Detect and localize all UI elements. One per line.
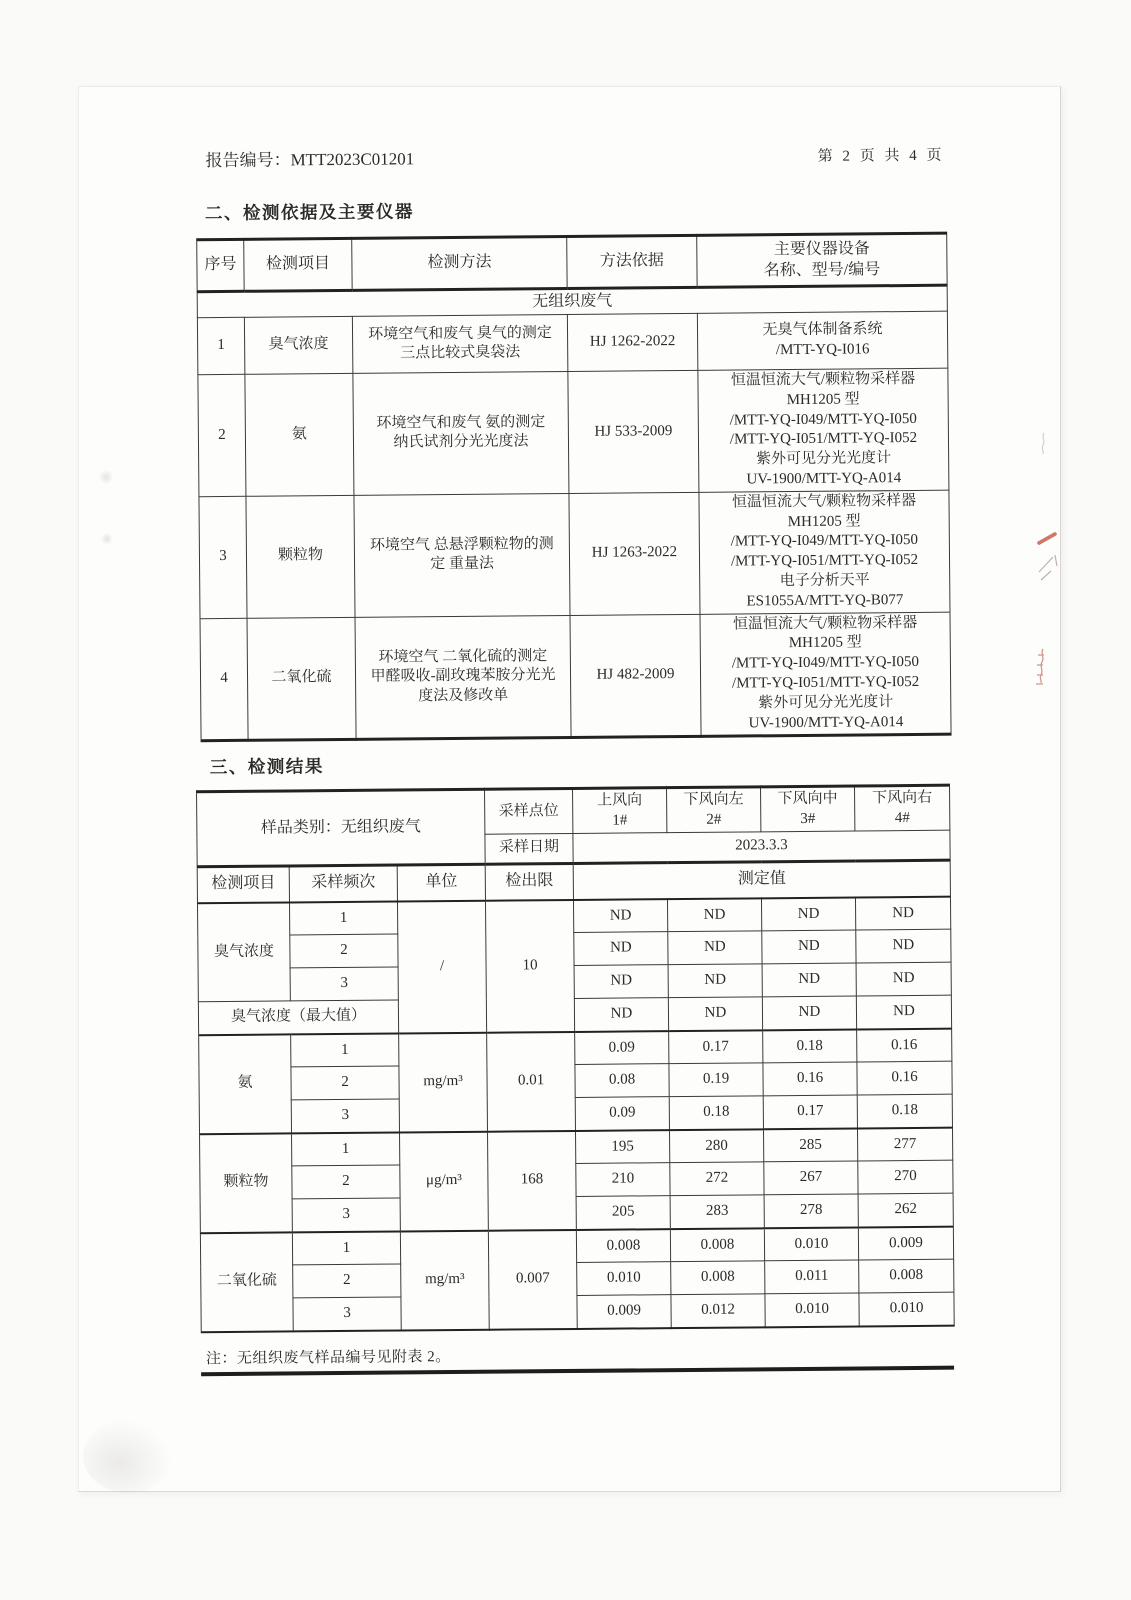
method-cell: 环境空气和废气 臭气的测定 三点比较式臭袋法 (352, 314, 567, 373)
value-cell: 0.009 (858, 1226, 953, 1260)
report-number-label: 报告编号： (205, 150, 291, 171)
value-cell: 0.18 (857, 1094, 952, 1128)
value-cell: ND (574, 932, 668, 966)
method-cell: 环境空气和废气 氨的测定 纳氏试剂分光光度法 (353, 371, 569, 495)
value-cell: 0.008 (671, 1261, 765, 1295)
value-cell: ND (762, 996, 856, 1030)
limit-cell: 10 (485, 899, 574, 1032)
unit-cell: μg/m³ (400, 1131, 489, 1231)
table-row (200, 612, 951, 741)
value-cell: 262 (858, 1193, 953, 1227)
value-cell: 0.008 (670, 1228, 764, 1262)
header-equipment: 主要仪器设备 名称、型号/编号 (697, 233, 947, 287)
frequency-cell: 2 (291, 1066, 399, 1100)
frequency-cell: 2 (293, 1264, 401, 1298)
value-cell: 0.17 (763, 1095, 857, 1129)
value-cell: 0.17 (669, 1030, 763, 1064)
value-cell: ND (762, 963, 856, 997)
limit-cell: 168 (488, 1130, 577, 1230)
header-item: 检测项目 (244, 238, 352, 291)
limit-cell: 0.007 (488, 1229, 577, 1329)
header-measured-value: 测定值 (573, 860, 950, 899)
sampling-points-row (197, 785, 950, 837)
value-cell: 0.010 (765, 1293, 859, 1327)
report-number (205, 144, 414, 171)
unit-cell: / (397, 900, 486, 1033)
value-cell: 0.010 (577, 1262, 671, 1296)
frequency-cell: 1 (289, 901, 397, 935)
header-item: 检测项目 (197, 866, 289, 903)
header-frequency: 采样频次 (289, 865, 397, 902)
table-row (201, 1292, 954, 1332)
sampling-point-cell: 上风向 1# (573, 788, 667, 834)
value-cell: 0.19 (669, 1063, 763, 1097)
item-cell: 二氧化硫 (247, 617, 356, 741)
basis-cell: HJ 482-2009 (570, 614, 701, 738)
frequency-cell: 3 (292, 1198, 400, 1232)
item-cell: 臭气浓度 (244, 316, 352, 374)
item-cell: 颗粒物 (200, 1133, 293, 1233)
value-cell: 0.16 (763, 1062, 857, 1096)
table-row (197, 311, 947, 375)
equipment-cell: 无臭气体制备系统 /MTT-YQ-I016 (697, 311, 947, 370)
value-cell: ND (856, 962, 951, 996)
sampling-date-label-cell: 采样日期 (485, 833, 573, 864)
value-cell: 0.16 (857, 1061, 952, 1095)
value-cell: 0.009 (577, 1295, 671, 1329)
unit-cell: mg/m³ (399, 1032, 488, 1132)
footnote: 注：无组织废气样品编号见附表 2。 (205, 1349, 451, 1368)
sampling-point-cell: 下风向右 4# (855, 785, 950, 831)
header-unit: 单位 (397, 864, 485, 901)
section-title-methods: 二、检测依据及主要仪器 (204, 201, 415, 224)
value-cell: 270 (858, 1160, 953, 1194)
value-cell: ND (668, 964, 762, 998)
value-cell: 280 (669, 1129, 763, 1163)
value-cell: ND (574, 965, 668, 999)
equipment-cell: 恒温恒流大气/颗粒物采样器 MH1205 型 /MTT-YQ-I049/MTT-YQ-I050 /MTT-YQ-I051/MTT-YQ-I052 电子分析天平 ES1055A/MTT-YQ-B077 (699, 490, 950, 614)
value-cell: 0.18 (763, 1029, 857, 1063)
value-cell: ND (573, 899, 667, 933)
method-cell: 环境空气 总悬浮颗粒物的测 定 重量法 (354, 493, 570, 617)
serial-cell: 1 (197, 317, 244, 374)
value-cell: 0.16 (857, 1028, 952, 1062)
value-cell: 0.008 (576, 1229, 670, 1263)
equipment-cell: 恒温恒流大气/颗粒物采样器 MH1205 型 /MTT-YQ-I049/MTT-YQ-I050 /MTT-YQ-I051/MTT-YQ-I052 紫外可见分光光度计 UV-1900/MTT-YQ-A014 (698, 368, 949, 492)
section-title-results: 三、检测结果 (209, 756, 324, 778)
value-cell: ND (667, 898, 761, 932)
sampling-point-cell: 下风向左 2# (667, 787, 761, 833)
sampling-point-label-cell: 采样点位 (485, 788, 573, 834)
value-cell: 0.09 (575, 1031, 669, 1065)
frequency-cell: 1 (292, 1231, 400, 1265)
serial-cell: 2 (198, 374, 246, 496)
instruments-header-row (197, 233, 947, 292)
value-cell: ND (761, 897, 855, 931)
page-indicator: 第 2 页 共 4 页 (817, 147, 945, 165)
header-serial: 序号 (197, 239, 244, 291)
item-cell: 氨 (245, 373, 354, 496)
item-cell: 二氧化硫 (200, 1232, 293, 1332)
page-content (73, 83, 1066, 1496)
serial-cell: 4 (200, 618, 248, 741)
value-cell: 283 (670, 1195, 764, 1229)
frequency-cell: 1 (292, 1132, 400, 1166)
value-cell: ND (762, 930, 856, 964)
instruments-table (196, 232, 951, 743)
unit-cell: mg/m³ (400, 1230, 489, 1330)
value-cell: 0.18 (669, 1096, 763, 1130)
value-cell: ND (668, 931, 762, 965)
value-cell: 267 (764, 1161, 858, 1195)
value-cell: ND (856, 929, 951, 963)
table-row (198, 368, 949, 496)
frequency-cell: 1 (291, 1033, 399, 1067)
category-cell: 无组织废气 (197, 285, 947, 318)
item-cell: 颗粒物 (246, 495, 355, 618)
value-cell: 195 (575, 1130, 669, 1164)
equipment-cell: 恒温恒流大气/颗粒物采样器 MH1205 型 /MTT-YQ-I049/MTT-YQ-I050 /MTT-YQ-I051/MTT-YQ-I052 紫外可见分光光度计 UV-1900/MTT-YQ-A014 (700, 612, 951, 737)
serial-cell: 3 (199, 496, 247, 618)
value-cell: 278 (764, 1194, 858, 1228)
value-cell: 272 (670, 1162, 764, 1196)
limit-cell: 0.01 (487, 1031, 576, 1131)
item-cell: 氨 (199, 1034, 292, 1134)
results-table (196, 784, 955, 1333)
header-detection-limit: 检出限 (485, 863, 573, 900)
frequency-cell: 3 (293, 1297, 401, 1331)
value-cell: 277 (857, 1127, 952, 1161)
value-cell: 0.010 (859, 1292, 954, 1326)
frequency-cell: 3 (290, 967, 398, 1001)
frequency-cell: 3 (291, 1099, 399, 1133)
sampling-point-cell: 下风向中 3# (761, 786, 855, 832)
frequency-cell: 2 (290, 934, 398, 968)
sample-category-cell: 样品类别：无组织废气 (197, 789, 486, 867)
value-cell: ND (856, 995, 951, 1029)
value-cell: 0.008 (859, 1259, 954, 1293)
header-method: 检测方法 (352, 236, 567, 290)
value-cell: 0.09 (575, 1097, 669, 1131)
value-cell: ND (574, 998, 668, 1032)
basis-cell: HJ 1263-2022 (569, 492, 700, 615)
max-label-cell: 臭气浓度（最大值） (198, 1000, 398, 1035)
basis-cell: HJ 533-2009 (568, 370, 699, 493)
item-cell: 臭气浓度 (197, 902, 290, 1002)
report-number-value: MTT2023C01201 (290, 149, 415, 170)
frequency-cell: 2 (292, 1165, 400, 1199)
value-cell: 0.012 (671, 1294, 765, 1328)
report-header (205, 140, 944, 171)
value-cell: 0.011 (765, 1260, 859, 1294)
sampling-date-cell: 2023.3.3 (573, 830, 950, 863)
table-row (199, 490, 950, 618)
value-cell: ND (855, 896, 950, 930)
value-cell: 285 (763, 1128, 857, 1162)
header-basis: 方法依据 (567, 235, 697, 288)
value-cell: 210 (576, 1163, 670, 1197)
value-cell: 205 (576, 1196, 670, 1230)
value-cell: ND (668, 997, 762, 1031)
basis-cell: HJ 1262-2022 (567, 313, 697, 371)
report-page (78, 86, 1061, 1492)
value-cell: 0.08 (575, 1064, 669, 1098)
method-cell: 环境空气 二氧化硫的测定 甲醛吸收-副玫瑰苯胺分光光 度法及修改单 (355, 615, 571, 740)
value-cell: 0.010 (764, 1227, 858, 1261)
